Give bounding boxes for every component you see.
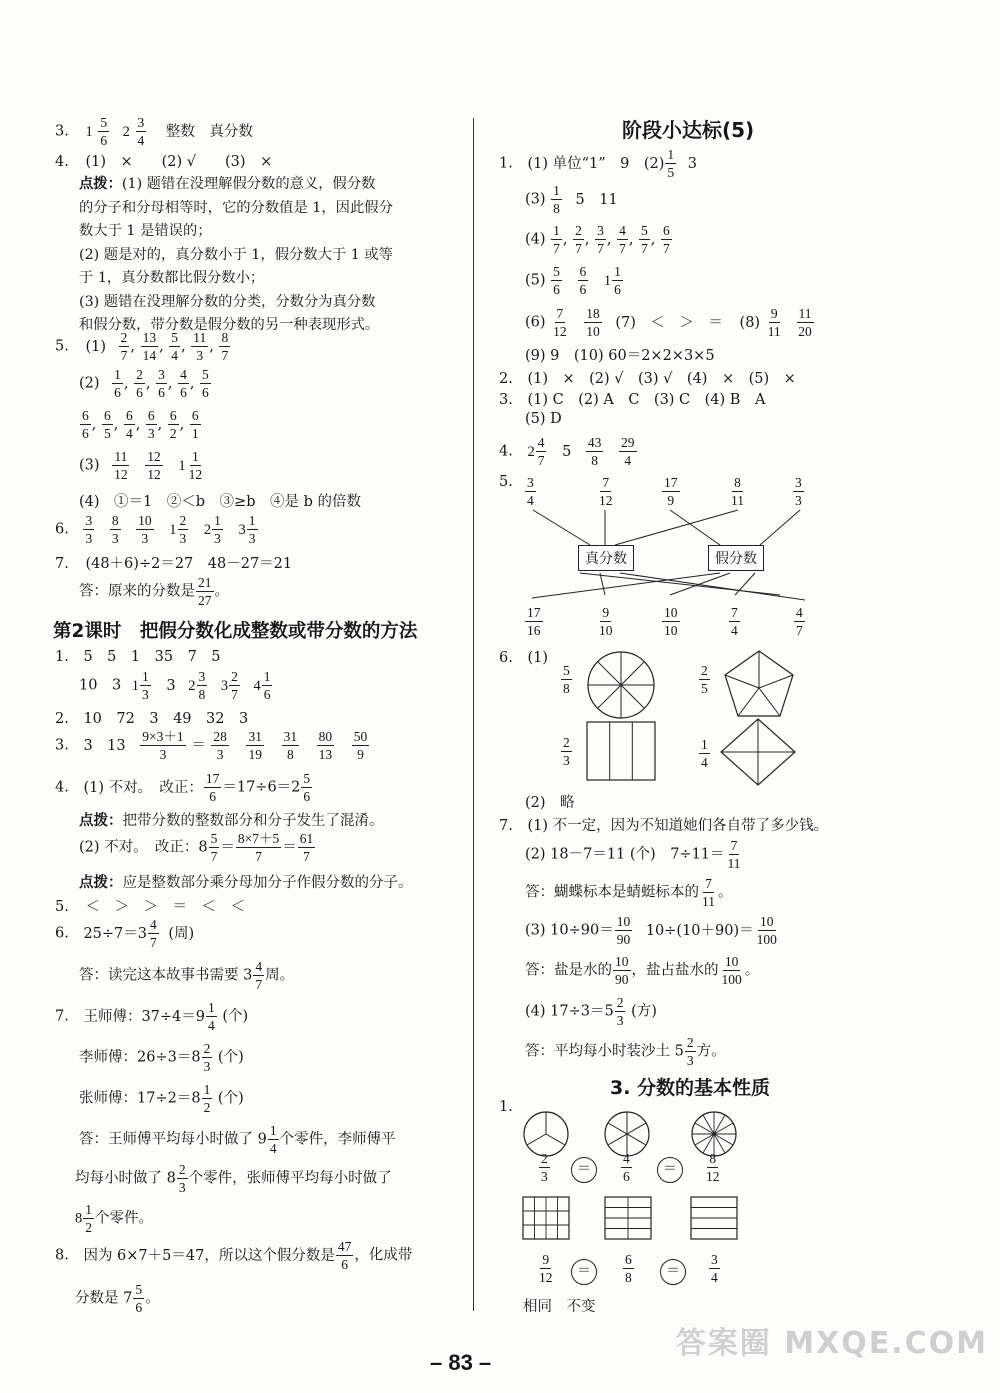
fraction: $\frac{31}{8}$ <box>283 729 298 762</box>
diamond-quarters-shape <box>719 717 797 787</box>
r-answer-1-3: (3) $\frac{1}{8}$ 5 11 <box>525 183 618 216</box>
fraction: $\frac{5}{7}$ <box>641 223 648 256</box>
fraction: $\frac{3}{3}$ <box>85 513 93 546</box>
fraction: $\frac{4}{7}$ <box>796 605 803 638</box>
fraction: $\frac{1}{2}$ <box>85 1202 92 1235</box>
answer-5-1: 5. (1) $\frac{2}{7}$ , $\frac{13}{14}$ , $\frac{5}{4}$ , $\frac{11}{3}$ , $\frac{8}{7}$ <box>55 330 229 363</box>
tip-text: (2) 题是对的，真分数小于 1，假分数大于 1 或等 <box>79 246 393 263</box>
fraction: $\frac{2}{3}$ <box>203 1041 211 1074</box>
fraction: $\frac{4}{7}$ <box>619 223 626 256</box>
answer-text: 整数 真分数 <box>165 123 253 140</box>
item-number: 4. <box>499 443 513 460</box>
fraction: $\frac{21}{27}$ <box>198 575 212 608</box>
lesson2-answer-1b: 10 3 1 $\frac{1}{3}$ 3 2 $\frac{3}{8}$ 3 $\frac{2}{7}$ 4 $\frac{1}{6}$ <box>79 669 271 702</box>
item-number: 3. <box>55 123 69 140</box>
section-title: 阶段小达标(5) <box>622 118 755 142</box>
fraction: $\frac{9}{11}$ <box>767 306 781 339</box>
r-answer-1-9: (9) 9 (10) 60＝2×2×3×5 <box>525 348 715 364</box>
r-answer-3: 3. (1) C (2) A C (3) C (4) B A <box>499 392 766 408</box>
whole-part: 1 <box>178 457 186 474</box>
fraction: $\frac{17}{9}$ <box>664 475 678 508</box>
fraction: $\frac{1}{12}$ <box>188 449 203 482</box>
fraction: $\frac{3}{4}$ <box>527 475 534 508</box>
fraction: $\frac{1}{6}$ <box>114 367 121 400</box>
fraction: $\frac{4}{6}$ <box>180 367 187 400</box>
answer-text: 5 5 1 35 7 5 <box>83 649 221 665</box>
fraction: $\frac{1}{4}$ <box>269 1123 277 1156</box>
answer-text: (1) × (2) √ (3) × <box>85 154 273 170</box>
fraction: $\frac{5}{4}$ <box>171 330 179 363</box>
fraction: $\frac{6}{8}$ <box>625 1252 632 1285</box>
r-answer-7-2: (2) 18－7＝11 (个) 7÷11＝ $\frac{7}{11}$ <box>525 838 741 871</box>
r-answer-1-1: 1. (1) 单位“1” 9 (2) $\frac{1}{5}$ 3 <box>499 147 698 180</box>
fraction: $\frac{8\times 7+5}{7}$ <box>237 831 280 864</box>
r-answer-1-4: (4) $\frac{1}{7}$ , $\frac{2}{7}$ , $\frac{3}{7}$ , $\frac{4}{7}$ , $\frac{5}{7}$ , $\frac{6}{7}$ <box>525 223 670 256</box>
fraction: $\frac{2}{7}$ <box>575 223 582 256</box>
fraction: $\frac{7}{12}$ <box>553 306 567 339</box>
fraction: $\frac{2}{3}$ <box>178 1162 186 1195</box>
fraction: $\frac{1}{2}$ <box>203 1082 211 1115</box>
fraction: $\frac{5}{6}$ <box>303 771 311 804</box>
fraction: $\frac{2}{3}$ <box>563 735 570 768</box>
lesson2-answer-6: 6. 25÷7＝3 $\frac{4}{7}$ (周) <box>55 917 195 950</box>
fraction: $\frac{10}{10}$ <box>664 605 678 638</box>
fraction: $\frac{10}{3}$ <box>138 513 152 546</box>
answer-5-4: (4) ①＝1 ②＜b ③≥b ④是 b 的倍数 <box>79 494 361 510</box>
whole-part: 2 <box>122 123 130 140</box>
fraction: $\frac{4}{6}$ <box>623 1151 630 1184</box>
lesson2-answer-8b: 分数是 7 $\frac{5}{6}$ 。 <box>75 1282 160 1315</box>
equals-circle: ＝ <box>660 1259 686 1285</box>
item-number: 5. <box>55 899 69 915</box>
answer-3 <box>55 116 253 147</box>
fraction: $\frac{3}{3}$ <box>795 475 802 508</box>
lesson2-answer-3: 3. 3 13 $\frac{9\times 3+1}{3}$ ＝ $\frac{28}{3}$ $\frac{31}{19}$ $\frac{31}{8}$ $\frac{80}{13}$ $\frac{50}{9}$ <box>55 729 368 762</box>
tip-text: 和假分数，带分数是假分数的另一种表现形式。 <box>79 317 380 333</box>
grid-twelfths-shape <box>522 1196 572 1242</box>
answer-5-2: (2) $\frac{1}{6}$ , $\frac{2}{6}$ , $\frac{3}{6}$ , $\frac{4}{6}$ , $\frac{5}{6}$ <box>79 367 209 400</box>
fraction: $\frac{9\times 3+1}{3}$ <box>142 729 184 762</box>
tip-label: 点拨： <box>79 813 123 829</box>
item-number: 1. <box>499 1099 513 1115</box>
fraction: $\frac{1}{4}$ <box>208 1000 215 1033</box>
fraction: $\frac{11}{3}$ <box>193 330 207 363</box>
item-number: 3. <box>499 392 513 408</box>
fraction: $\frac{5}{6}$ <box>100 115 108 148</box>
fraction: $\frac{5}{6}$ <box>135 1282 143 1315</box>
fraction: $\frac{18}{10}$ <box>586 306 600 339</box>
item-number: 5. <box>55 338 69 355</box>
fraction: $\frac{7}{11}$ <box>702 876 715 909</box>
lesson2-tip-1 <box>79 809 384 830</box>
fraction: $\frac{2}{3}$ <box>179 513 187 546</box>
tip-text: 把带分数的整数部分和分子发生了混淆。 <box>122 813 384 829</box>
equals-circle: ＝ <box>571 1259 597 1285</box>
fraction: $\frac{2}{3}$ <box>616 995 624 1028</box>
fraction: $\frac{1}{6}$ <box>614 264 621 297</box>
fraction: $\frac{8}{3}$ <box>111 513 119 546</box>
fraction: $\frac{1}{5}$ <box>667 147 675 180</box>
page-number: – 83 – <box>430 1350 492 1375</box>
lesson2-answer-2 <box>55 707 248 728</box>
fraction: $\frac{29}{4}$ <box>621 435 635 468</box>
lesson2-answer-8: 8. 因为 6×7＋5＝47，所以这个假分数是 $\frac{47}{6}$ ，化成带 <box>55 1239 413 1272</box>
part-label: (1) <box>85 338 106 355</box>
fraction: $\frac{1}{7}$ <box>553 223 560 256</box>
fraction: $\frac{43}{8}$ <box>587 435 602 468</box>
r-answer-7-4: (4) 17÷3＝5 $\frac{2}{3}$ (方) <box>525 995 657 1028</box>
fraction: $\frac{6}{2}$ <box>169 408 177 441</box>
item-number: 4. <box>55 779 69 796</box>
fraction: $\frac{5}{6}$ <box>553 264 560 297</box>
item-number: 5. <box>499 474 513 490</box>
grid-eighths-shape <box>604 1196 654 1242</box>
answer-7 <box>55 552 292 573</box>
item-number: 8. <box>55 1247 69 1264</box>
fraction: $\frac{13}{14}$ <box>142 330 157 363</box>
fraction: $\frac{10}{90}$ <box>616 914 631 947</box>
part-label: (2) <box>79 375 100 392</box>
lesson2-answer-6-conclusion: 答：读完这本故事书需要 3 $\frac{4}{7}$ 周。 <box>79 959 295 992</box>
proper-fraction-box: 真分数 <box>578 545 634 571</box>
lesson2-answer-5: 5. ＜ ＞ ＞ ＝ ＜ ＜ <box>55 899 245 915</box>
equals-circle: ＝ <box>571 1157 597 1183</box>
r-answer-7-2-conclusion: 答：蝴蝶标本是蜻蜓标本的 $\frac{7}{11}$ 。 <box>525 876 733 909</box>
item-number: 3. <box>55 737 69 754</box>
lesson2-answer-7-3: 张师傅：17÷2＝8 $\frac{1}{2}$ (个) <box>79 1082 244 1115</box>
fraction: $\frac{47}{6}$ <box>337 1239 352 1272</box>
fraction: $\frac{10}{100}$ <box>721 954 742 987</box>
fraction: $\frac{4}{7}$ <box>150 917 157 950</box>
tip-label: 点拨： <box>79 176 122 192</box>
fraction: $\frac{6}{5}$ <box>103 408 111 441</box>
column-divider <box>473 118 474 1311</box>
fraction: $\frac{11}{20}$ <box>798 306 812 339</box>
fraction: $\frac{3}{7}$ <box>597 223 604 256</box>
item-number: 2. <box>499 371 513 387</box>
fraction: $\frac{3}{4}$ <box>711 1252 718 1285</box>
r-answer-2: 2. (1) × (2) √ (3) √ (4) × (5) × <box>499 371 796 387</box>
answer-5-2b: $\frac{6}{6}$ , $\frac{6}{5}$ , $\frac{6}{4}$ , $\frac{6}{3}$ , $\frac{6}{2}$ , $\frac{6}{1}$ <box>82 408 199 441</box>
lesson2-answer-1 <box>55 645 221 666</box>
fraction: $\frac{6}{6}$ <box>579 264 587 297</box>
lesson2-answer-7-1: 7. 王师傅：37÷4＝9 $\frac{1}{4}$ (个) <box>55 1000 249 1033</box>
fraction: $\frac{4}{7}$ <box>537 435 545 468</box>
pentagon-fifths-shape <box>722 648 796 720</box>
fraction: $\frac{2}{6}$ <box>136 367 143 400</box>
tip-block <box>79 173 393 338</box>
r-answer-1-6: (6) $\frac{7}{12}$ $\frac{18}{10}$ (7) ＜ ＞ ＝ (8) $\frac{9}{11}$ $\frac{11}{20}$ <box>525 306 812 339</box>
item-number: 4. <box>55 154 69 170</box>
improper-fraction-box: 假分数 <box>708 545 764 571</box>
fraction: $\frac{10}{100}$ <box>756 914 777 947</box>
answer-6: 6. $\frac{3}{3}$ $\frac{8}{3}$ $\frac{10}{3}$ 1 $\frac{2}{3}$ 2 $\frac{1}{3}$ 3 $\frac{1}{3}$ <box>55 513 256 546</box>
item-number: 6. <box>55 521 69 538</box>
r-answer-7-3-conclusion: 答：盐是水的 $\frac{10}{90}$ ，盐占盐水的 $\frac{10}{100}$ 。 <box>525 954 760 987</box>
equation: (48＋6)÷2＝27 48－27＝21 <box>85 556 293 572</box>
fraction: $\frac{1}{6}$ <box>263 669 271 702</box>
tip-text: (1) 题错在没理解假分数的意义，假分数 <box>121 176 376 192</box>
part-label: (1) <box>527 650 548 666</box>
fraction: $\frac{6}{3}$ <box>147 408 155 441</box>
fraction: $\frac{8}{12}$ <box>706 1151 720 1184</box>
fraction: $\frac{5}{7}$ <box>210 831 218 864</box>
fraction: $\frac{12}{12}$ <box>147 449 161 482</box>
fraction: $\frac{1}{8}$ <box>553 183 560 216</box>
fraction: $\frac{3}{6}$ <box>158 367 165 400</box>
item-number: 6. <box>55 925 69 942</box>
fraction: $\frac{31}{19}$ <box>248 729 262 762</box>
fraction: $\frac{7}{4}$ <box>731 605 738 638</box>
fraction: $\frac{6}{1}$ <box>191 408 199 441</box>
fraction: $\frac{61}{7}$ <box>299 831 314 864</box>
lesson-heading: 第2课时 把假分数化成整数或带分数的方法 <box>53 621 418 642</box>
fraction: $\frac{6}{6}$ <box>82 408 89 441</box>
fraction: $\frac{28}{3}$ <box>213 729 227 762</box>
fraction: $\frac{1}{3}$ <box>248 513 256 546</box>
fraction: $\frac{4}{7}$ <box>255 959 263 992</box>
fraction: $\frac{1}{3}$ <box>142 669 149 702</box>
item-number: 7. <box>55 556 69 572</box>
r-answer-4: 4. 2 $\frac{4}{7}$ 5 $\frac{43}{8}$ $\frac{29}{4}$ <box>499 435 635 468</box>
watermark-logo: 答案圈 MXQE.COM <box>675 1326 988 1361</box>
fraction: $\frac{5}{6}$ <box>202 367 209 400</box>
tip-label: 点拨： <box>79 875 123 891</box>
grid-quarters-shape <box>690 1196 740 1242</box>
fraction: $\frac{1}{3}$ <box>214 513 221 546</box>
conclusion-text: 答：原来的分数是 <box>79 583 195 600</box>
fraction: $\frac{80}{13}$ <box>318 729 333 762</box>
fraction: $\frac{2}{3}$ <box>541 1151 548 1184</box>
item-number: 7. <box>499 818 513 834</box>
fraction: $\frac{11}{12}$ <box>114 449 128 482</box>
fraction: $\frac{9}{10}$ <box>599 605 613 638</box>
lesson2-answer-7-conclusion-3: 8 $\frac{1}{2}$ 个零件。 <box>75 1202 153 1235</box>
equals-circle: ＝ <box>657 1157 683 1183</box>
lesson2-answer-4-1: 4. (1) 不对。 改正： $\frac{17}{6}$ ＝17÷6＝2 $\frac{5}{6}$ <box>55 771 311 804</box>
section-heading: 3. 分数的基本性质 <box>610 1077 771 1099</box>
tip-text: 应是整数部分乘分母加分子作假分数的分子。 <box>122 875 413 891</box>
lesson2-answer-4-2: (2) 不对。 改正：8 $\frac{5}{7}$ ＝ $\frac{8\times 7+5}{7}$ ＝ $\frac{61}{7}$ <box>79 831 314 864</box>
lesson2-answer-7-2: 李师傅：26÷3＝8 $\frac{2}{3}$ (个) <box>79 1041 244 1074</box>
fraction: $\frac{2}{5}$ <box>701 663 708 696</box>
tip-text: 的分子和分母相等时，它的分数值是 1，因此假分 <box>79 199 393 216</box>
part-label: (3) <box>79 457 100 474</box>
r-answer-6-2: (2) 略 <box>525 795 575 811</box>
circle-eighths-shape <box>585 649 657 721</box>
lesson2-tip-2 <box>79 871 413 892</box>
fraction: $\frac{5}{8}$ <box>563 663 570 696</box>
fraction: $\frac{17}{6}$ <box>205 771 220 804</box>
fraction: $\frac{3}{4}$ <box>137 115 145 148</box>
fraction: $\frac{9}{12}$ <box>539 1252 553 1285</box>
fraction: $\frac{8}{11}$ <box>731 475 744 508</box>
fraction: $\frac{6}{7}$ <box>663 223 670 256</box>
item-number: 1. <box>55 649 69 665</box>
tip-text: 数大于 1 是错误的； <box>79 223 212 239</box>
fraction: $\frac{10}{90}$ <box>615 954 629 987</box>
r-answer-7-1: 7. (1) 不一定，因为不知道她们各自带了多少钱。 <box>499 818 829 834</box>
item-number: 1. <box>499 155 513 172</box>
fraction: $\frac{7}{12}$ <box>599 475 613 508</box>
r-answer-7-3: (3) 10÷90＝ $\frac{10}{90}$ 10÷(10＋90)＝ $\frac{10}{100}$ <box>525 914 777 947</box>
item-number: 6. <box>499 650 513 666</box>
rectangle-thirds-shape <box>586 720 658 784</box>
r-answer-6 <box>499 650 548 666</box>
fraction: $\frac{17}{16}$ <box>527 605 541 638</box>
fraction: $\frac{7}{11}$ <box>727 838 741 871</box>
tip-text: (3) 题错在没理解分数的分类，分数分为真分数 <box>79 293 376 310</box>
matching-lines <box>520 500 820 610</box>
fraction: $\frac{2}{7}$ <box>120 330 128 363</box>
whole-part: 1 <box>85 123 93 140</box>
answer-text: 相同 不变 <box>523 1299 596 1315</box>
lesson2-answer-7-conclusion: 答：王师傅平均每小时做了 9 $\frac{1}{4}$ 个零件，李师傅平 <box>79 1123 396 1156</box>
fraction: $\frac{3}{8}$ <box>198 669 206 702</box>
item-number: 2. <box>55 711 69 727</box>
item-number: 7. <box>55 1008 69 1025</box>
answer-text: 10 72 3 49 32 3 <box>83 711 249 727</box>
answer-4 <box>55 150 272 171</box>
lesson2-answer-7-conclusion-2: 均每小时做了 8 $\frac{2}{3}$ 个零件，张师傅平均每小时做了 <box>75 1162 392 1195</box>
fraction: $\frac{50}{9}$ <box>353 729 368 762</box>
r-answer-1-5: (5) $\frac{5}{6}$ $\frac{6}{6}$ 1 $\frac{1}{6}$ <box>525 264 621 297</box>
fraction: $\frac{2}{3}$ <box>686 1035 694 1068</box>
fraction: $\frac{8}{7}$ <box>221 330 229 363</box>
answer-7-conclusion: 答：原来的分数是 $\frac{21}{27}$ 。 <box>79 575 229 608</box>
tip-text: 于 1，真分数都比假分数小； <box>79 270 265 286</box>
r-answer-3b: (5) D <box>525 411 562 427</box>
answer-5-3 <box>79 450 205 481</box>
fraction: $\frac{2}{7}$ <box>231 669 238 702</box>
r-answer-7-4-conclusion: 答：平均每小时装沙土 5 $\frac{2}{3}$ 方。 <box>525 1035 726 1068</box>
fraction: $\frac{6}{4}$ <box>125 408 133 441</box>
fraction: $\frac{1}{4}$ <box>701 737 708 770</box>
